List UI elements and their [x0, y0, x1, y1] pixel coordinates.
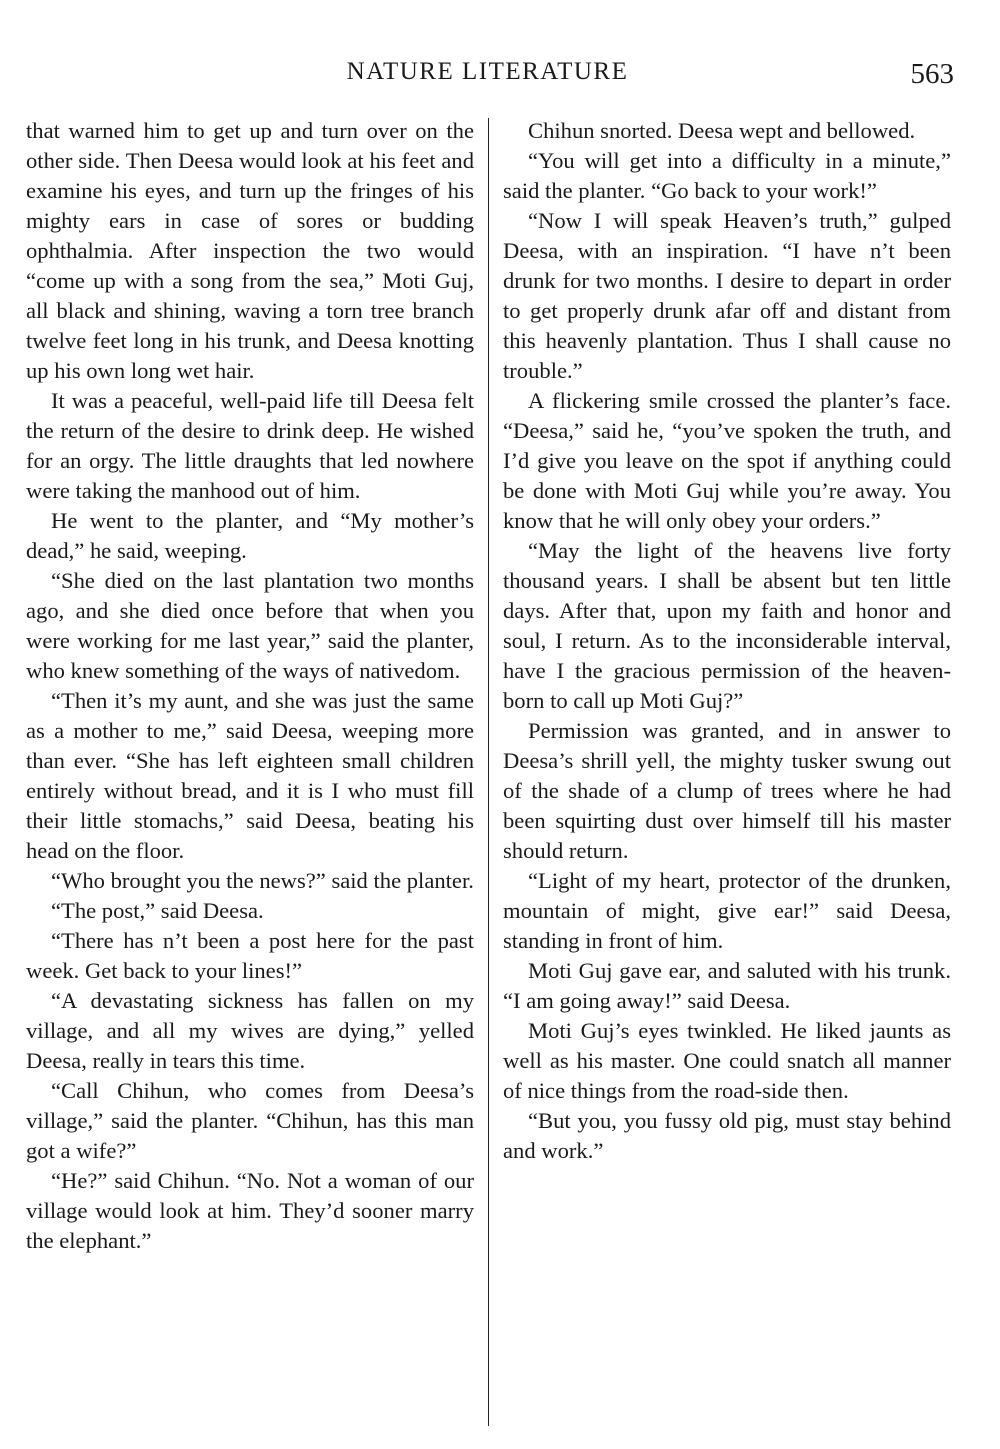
page-header [0, 58, 1000, 98]
paragraph: “Now I will speak Heaven’s truth,” gulped Deesa, with an inspiration. “I have n’t been drunk for two months. I desire to depart in order to get properly drunk afar off and distant from this heavenly plantation. Thus I shall cause no trouble.” [503, 208, 951, 383]
paragraph: “You will get into a difficulty in a minute,” said the planter. “Go back to your work!” [503, 148, 951, 203]
paragraph: A flickering smile crossed the planter’s face. “Deesa,” said he, “you’ve spoken the truth, and I’d give you leave on the spot if anything could be done with Moti Guj while you’re away. You know that he will only obey your orders.” [503, 388, 951, 533]
paragraph: Moti Guj gave ear, and saluted with his trunk. “I am going away!” said Deesa. [503, 958, 951, 1013]
paragraph: “Light of my heart, protector of the drunken, mountain of might, give ear!” said Deesa, standing in front of him. [503, 868, 951, 953]
paragraph: “Call Chihun, who comes from Deesa’s village,” said the planter. “Chihun, has this man got a wife?” [26, 1078, 474, 1163]
paragraph: “Who brought you the news?” said the planter. [51, 868, 474, 893]
paragraph: “The post,” said Deesa. [51, 898, 264, 923]
right-column [503, 116, 951, 1166]
paragraph: “There has n’t been a post here for the past week. Get back to your lines!” [26, 928, 474, 983]
running-title: NATURE LITERATURE [346, 58, 629, 85]
paragraph: “May the light of the heavens live forty thousand years. I shall be absent but ten little days. After that, upon my faith and honor and soul, I return. As to the inconsiderable interval, have I the gracious permission of the heaven-born to call up Moti Guj?” [503, 538, 951, 713]
left-column [26, 116, 474, 1256]
column-divider [488, 118, 489, 1426]
paragraph: “But you, you fussy old pig, must stay behind and work.” [503, 1108, 951, 1163]
paragraph: “She died on the last plantation two months ago, and she died once before that when you were working for me last year,” said the planter, who knew something of the ways of nativedom. [26, 568, 474, 683]
paragraph: Permission was granted, and in answer to Deesa’s shrill yell, the mighty tusker swung out of the shade of a clump of trees where he had been squirting dust over himself till his master should return. [503, 718, 951, 863]
paragraph: Chihun snorted. Deesa wept and bellowed. [528, 118, 916, 143]
paragraph: that warned him to get up and turn over on the other side. Then Deesa would look at his feet and examine his eyes, and turn up the fringes of his mighty ears in case of sores or budding ophthalmia. After inspection the two would “come up with a song from the sea,” Moti Guj, all black and shining, waving a torn tree branch twelve feet long in his trunk, and Deesa knotting up his own long wet hair. [26, 118, 474, 383]
paragraph: “A devastating sickness has fallen on my village, and all my wives are dying,” yelled Deesa, really in tears this time. [26, 988, 474, 1073]
paragraph: It was a peaceful, well-paid life till Deesa felt the return of the desire to drink deep. He wished for an orgy. The little draughts that led nowhere were taking the manhood out of him. [26, 388, 474, 503]
paragraph: “He?” said Chihun. “No. Not a woman of our village would look at him. They’d sooner marry the elephant.” [26, 1168, 474, 1253]
paragraph: Moti Guj’s eyes twinkled. He liked jaunts as well as his master. One could snatch all manner of nice things from the road-side then. [503, 1018, 951, 1103]
paragraph: He went to the planter, and “My mother’s dead,” he said, weeping. [26, 508, 474, 563]
paragraph: “Then it’s my aunt, and she was just the same as a mother to me,” said Deesa, weeping more than ever. “She has left eighteen small children entirely without bread, and it is I who must fill their little stomachs,” said Deesa, beating his head on the floor. [26, 688, 474, 863]
page-number: 563 [910, 58, 954, 90]
